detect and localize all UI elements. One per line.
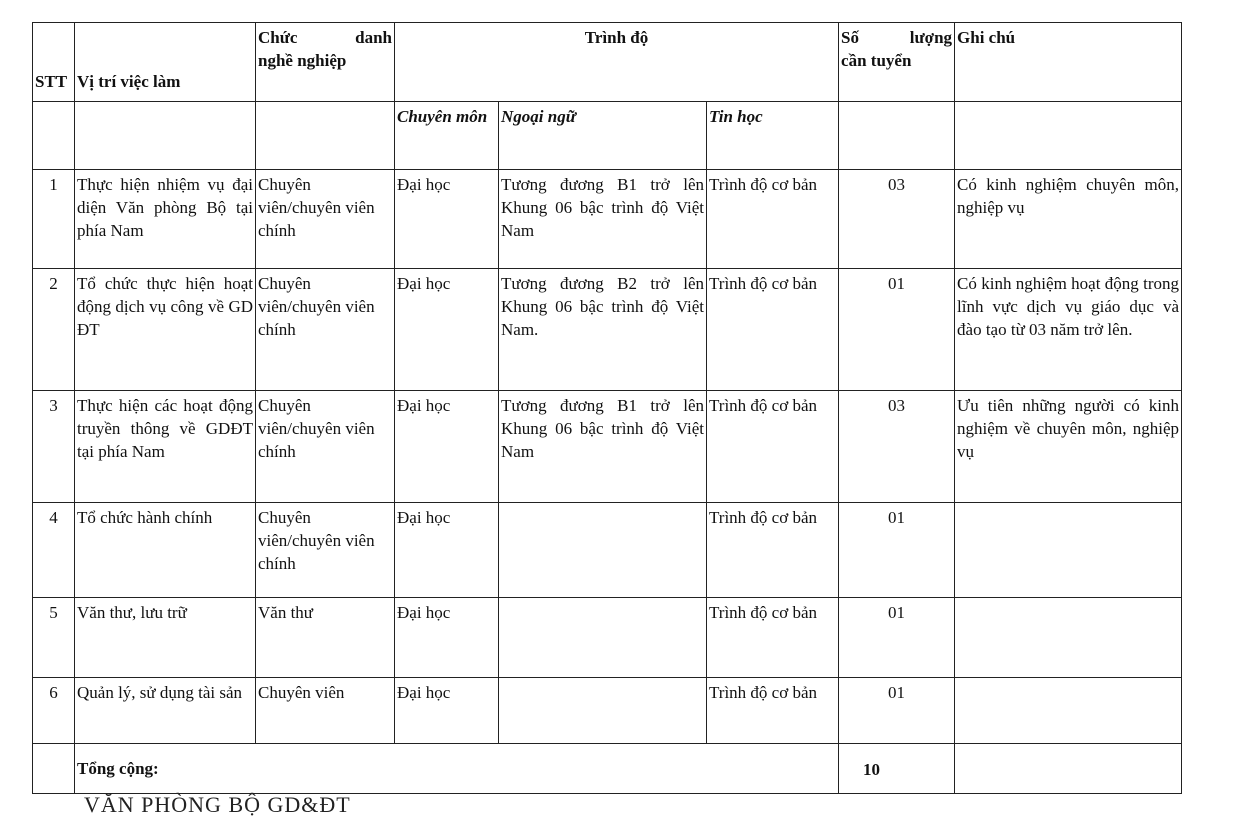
row-foreign-language: Tương đương B1 trở lên Khung 06 bậc trình độ Việt Nam <box>499 170 707 269</box>
row-notes: Ưu tiên những người có kinh nghiệm về chuyên môn, nghiệp vụ <box>955 391 1182 503</box>
row-job-title: Chuyên viên <box>256 678 395 744</box>
total-row <box>33 744 1182 794</box>
row-notes <box>955 598 1182 678</box>
row-position: Văn thư, lưu trữ <box>75 598 256 678</box>
row-quantity: 03 <box>839 391 955 503</box>
row-it: Trình độ cơ bản <box>707 598 839 678</box>
row-quantity: 01 <box>839 598 955 678</box>
row-stt: 3 <box>33 391 75 503</box>
header-blank <box>33 102 75 170</box>
row-stt: 1 <box>33 170 75 269</box>
header-row-2 <box>33 102 1182 170</box>
row-quantity: 01 <box>839 503 955 598</box>
header-stt: STT <box>33 23 75 102</box>
row-job-title: Chuyên viên/chuyên viên chính <box>256 269 395 391</box>
header-blank <box>256 102 395 170</box>
row-position: Tổ chức hành chính <box>75 503 256 598</box>
row-specialty: Đại học <box>395 269 499 391</box>
row-position: Thực hiện nhiệm vụ đại diện Văn phòng Bộ tại phía Nam <box>75 170 256 269</box>
table-row <box>33 678 1182 744</box>
total-value: 10 <box>839 744 955 794</box>
header-job-title: Chức danh nghề nghiệp <box>256 23 395 102</box>
row-it: Trình độ cơ bản <box>707 269 839 391</box>
row-job-title: Chuyên viên/chuyên viên chính <box>256 503 395 598</box>
row-position: Quản lý, sử dụng tài sản <box>75 678 256 744</box>
header-quantity: Số lượng cần tuyển <box>839 23 955 102</box>
row-notes: Có kinh nghiệm hoạt động trong lĩnh vực dịch vụ giáo dục và đào tạo từ 03 năm trở lên. <box>955 269 1182 391</box>
row-foreign-language <box>499 598 707 678</box>
row-notes <box>955 678 1182 744</box>
header-specialty: Chuyên môn <box>395 102 499 170</box>
table-row <box>33 269 1182 391</box>
recruitment-table <box>32 22 1182 794</box>
row-it: Trình độ cơ bản <box>707 170 839 269</box>
header-blank <box>839 102 955 170</box>
table-row <box>33 170 1182 269</box>
row-job-title: Chuyên viên/chuyên viên chính <box>256 170 395 269</box>
row-job-title: Chuyên viên/chuyên viên chính <box>256 391 395 503</box>
row-specialty: Đại học <box>395 391 499 503</box>
table-row <box>33 598 1182 678</box>
total-label: Tổng cộng: <box>75 744 839 794</box>
header-foreign-language: Ngoại ngữ <box>499 102 707 170</box>
row-specialty: Đại học <box>395 503 499 598</box>
table-row <box>33 503 1182 598</box>
header-row-1 <box>33 23 1182 102</box>
row-stt: 5 <box>33 598 75 678</box>
row-position: Thực hiện các hoạt động truyền thông về GDĐT tại phía Nam <box>75 391 256 503</box>
row-specialty: Đại học <box>395 170 499 269</box>
row-quantity: 03 <box>839 170 955 269</box>
row-position: Tổ chức thực hiện hoạt động dịch vụ công về GD ĐT <box>75 269 256 391</box>
row-foreign-language: Tương đương B1 trở lên Khung 06 bậc trình độ Việt Nam <box>499 391 707 503</box>
row-stt: 2 <box>33 269 75 391</box>
row-quantity: 01 <box>839 678 955 744</box>
row-job-title: Văn thư <box>256 598 395 678</box>
row-foreign-language <box>499 678 707 744</box>
header-it: Tin học <box>707 102 839 170</box>
row-stt: 4 <box>33 503 75 598</box>
row-foreign-language: Tương đương B2 trở lên Khung 06 bậc trình độ Việt Nam. <box>499 269 707 391</box>
header-qualification: Trình độ <box>395 23 839 102</box>
footer-signature-text: VĂN PHÒNG BỘ GD&ĐT <box>84 792 351 817</box>
header-blank <box>75 102 256 170</box>
row-it: Trình độ cơ bản <box>707 503 839 598</box>
row-notes <box>955 503 1182 598</box>
header-blank <box>955 102 1182 170</box>
row-it: Trình độ cơ bản <box>707 678 839 744</box>
row-foreign-language <box>499 503 707 598</box>
header-position: Vị trí việc làm <box>75 23 256 102</box>
header-notes: Ghi chú <box>955 23 1182 102</box>
row-specialty: Đại học <box>395 598 499 678</box>
total-blank <box>33 744 75 794</box>
row-specialty: Đại học <box>395 678 499 744</box>
table-row <box>33 391 1182 503</box>
row-notes: Có kinh nghiệm chuyên môn, nghiệp vụ <box>955 170 1182 269</box>
row-it: Trình độ cơ bản <box>707 391 839 503</box>
row-quantity: 01 <box>839 269 955 391</box>
row-stt: 6 <box>33 678 75 744</box>
total-blank <box>955 744 1182 794</box>
